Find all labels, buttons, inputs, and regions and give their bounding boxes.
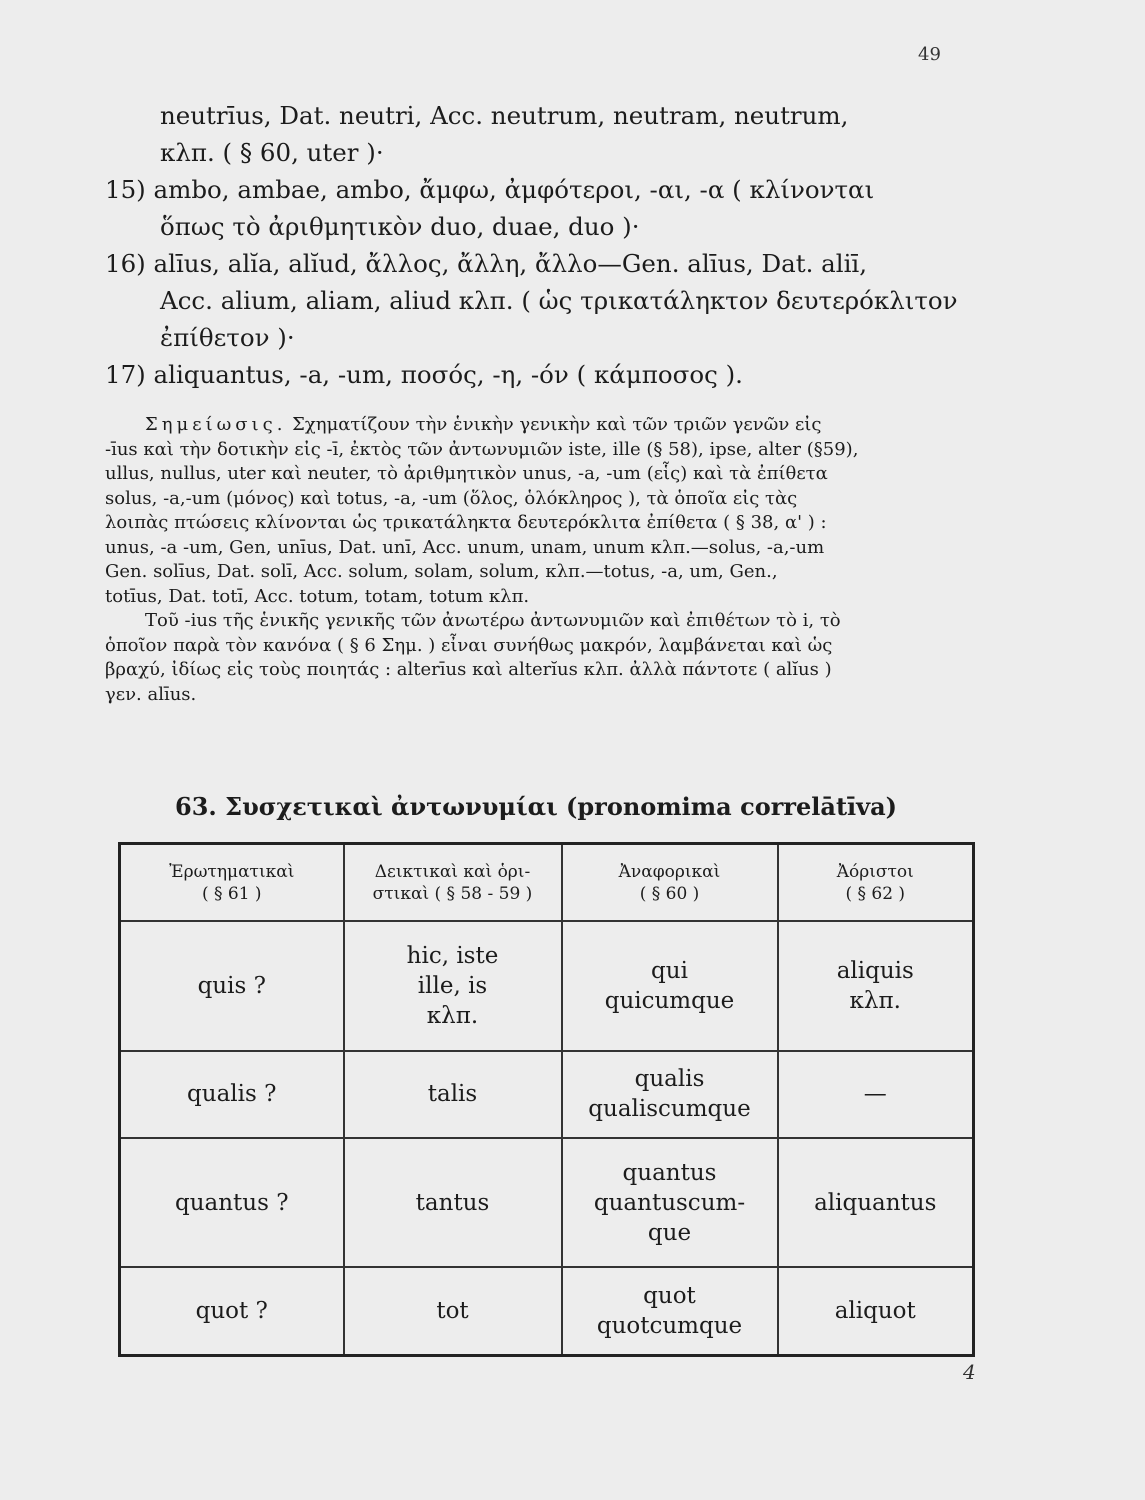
table-cell: tot: [344, 1267, 562, 1355]
note-block: [105, 413, 965, 707]
correlative-pronouns-table: [118, 842, 975, 1357]
section-heading: 63. Συσχετικαὶ ἀντωνυμίαι (pronomima correlātīva): [175, 792, 897, 821]
text-line: κλπ. ( § 60, uter )·: [160, 138, 384, 167]
table-cell: aliquis κλπ.: [778, 921, 974, 1051]
table-cell: quantus quantuscum- que: [562, 1138, 778, 1268]
table-cell: aliquot: [778, 1267, 974, 1355]
table-cell: talis: [344, 1051, 562, 1138]
table-cell: quot ?: [120, 1267, 344, 1355]
table-cell: aliquantus: [778, 1138, 974, 1268]
note-line: λοιπὰς πτώσεις κλίνονται ὡς τρικατάληκτα δευτερόκλιτα ἐπίθετα ( § 38, α' ) :: [105, 512, 827, 533]
note-line: solus, -a,-um (μόνος) καὶ totus, -a, -um (ὅλος, ὁλόκληρος ), τὰ ὁποῖα εἰς τὰς: [105, 487, 798, 509]
note-title: Σημείωσις.: [145, 414, 287, 435]
text-line: 17) aliquantus, -a, -um, ποσός, -η, -όν ( κάμποσος ).: [105, 360, 743, 389]
table-cell: quantus ?: [120, 1138, 344, 1268]
note-line: Τοῦ -ius τῆς ἑνικῆς γενικῆς τῶν ἀνωτέρω ἀντωνυμιῶν καὶ ἐπιθέτων τὸ i, τὸ: [145, 610, 841, 631]
pronoun-list: [105, 97, 965, 393]
text-line: ἐπίθετον )·: [160, 323, 295, 352]
table-row: [120, 1051, 974, 1138]
text-line: 15) ambo, ambae, ambo, ἄμφω, ἀμφότεροι, -αι, -α ( κλίνονται: [105, 175, 875, 204]
table-cell: qualis qualiscumque: [562, 1051, 778, 1138]
header-demonstrative: Δεικτικαὶ καὶ ὁρι- στικαὶ ( § 58 - 59 ): [344, 844, 562, 922]
note-line: unus, -a -um, Gen, unīus, Dat. unī, Acc. unum, unam, unum κλπ.—solus, -a,-um: [105, 536, 825, 558]
table-cell: quot quotcumque: [562, 1267, 778, 1355]
text-line: 16) alīus, alĭa, alĭud, ἄλλος, ἄλλη, ἄλλο—Gen. alīus, Dat. aliī,: [105, 249, 868, 278]
note-line: βραχύ, ἰδίως εἰς τοὺς ποιητάς : alterīus καὶ alterĭus κλπ. ἀλλὰ πάντοτε ( alĭus ): [105, 659, 832, 680]
table-header-row: [120, 844, 974, 922]
table-row: [120, 1267, 974, 1355]
table-cell: qui quicumque: [562, 921, 778, 1051]
header-indefinite: Ἀόριστοι ( § 62 ): [778, 844, 974, 922]
text-line: neutrīus, Dat. neutri, Acc. neutrum, neutram, neutrum,: [160, 101, 849, 130]
signature-mark: 4: [963, 1360, 976, 1384]
note-line: totīus, Dat. totī, Acc. totum, totam, totum κλπ.: [105, 585, 530, 607]
page-number: 49: [918, 44, 941, 65]
table-cell: hic, iste ille, is κλπ.: [344, 921, 562, 1051]
text-line: Acc. alium, aliam, aliud κλπ. ( ὡς τρικατάληκτον δευτερόκλιτον: [160, 286, 958, 315]
table-row: [120, 921, 974, 1051]
note-line: Gen. solīus, Dat. solī, Acc. solum, solam, solum, κλπ.—totus, -a, um, Gen.,: [105, 561, 778, 582]
header-relative: Ἀναφορικαὶ ( § 60 ): [562, 844, 778, 922]
table-row: [120, 1138, 974, 1268]
note-line: γεν. alīus.: [105, 683, 197, 705]
table-cell: —: [778, 1051, 974, 1138]
note-line: Σημείωσις. Σχηματίζουν τὴν ἑνικὴν γενικὴν καὶ τῶν τριῶν γενῶν εἰς: [145, 414, 822, 435]
header-interrogative: Ἐρωτηματικαὶ ( § 61 ): [120, 844, 344, 922]
note-line: ὁποῖον παρὰ τὸν κανόνα ( § 6 Σημ. ) εἶναι συνήθως μακρόν, λαμβάνεται καὶ ὡς: [105, 634, 833, 656]
table-cell: tantus: [344, 1138, 562, 1268]
table-cell: qualis ?: [120, 1051, 344, 1138]
note-line: -īus καὶ τὴν δοτικὴν εἰς -ī, ἐκτὸς τῶν ἀντωνυμιῶν iste, ille (§ 58), ipse, alter (§59),: [105, 438, 859, 460]
table-cell: quis ?: [120, 921, 344, 1051]
text-line: ὅπως τὸ ἀριθμητικὸν duo, duae, duo )·: [160, 212, 640, 241]
note-line: ullus, nullus, uter καὶ neuter, τὸ ἀριθμητικὸν unus, -a, -um (εἷς) καὶ τὰ ἐπίθετα: [105, 463, 828, 484]
